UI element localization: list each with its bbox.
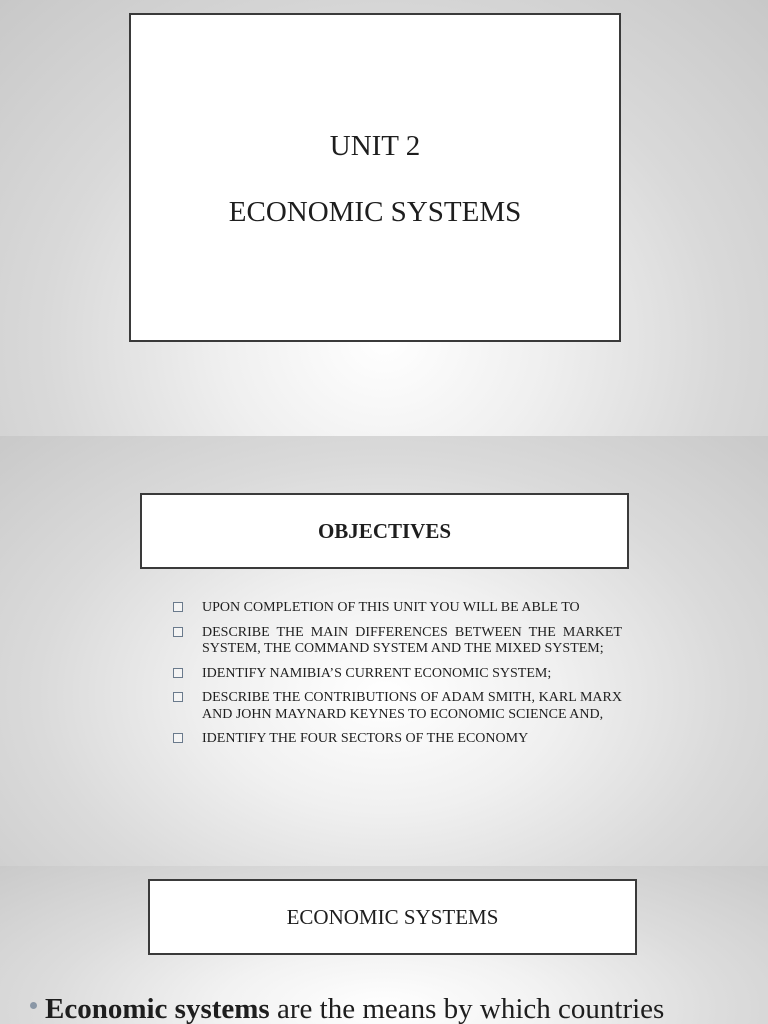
checkbox-bullet-icon [173, 692, 183, 702]
list-item [172, 625, 622, 658]
objectives-list [172, 600, 622, 756]
checkbox-bullet-icon [173, 733, 183, 743]
list-item [172, 731, 622, 748]
unit-subtitle: ECONOMIC SYSTEMS [228, 196, 522, 228]
checkbox-bullet-icon [173, 602, 183, 612]
objectives-slide [0, 436, 768, 866]
economic-systems-heading-box [148, 879, 637, 955]
objective-text: IDENTIFY NAMIBIA’S CURRENT ECONOMIC SYSTEM; [202, 665, 552, 681]
economic-systems-slide [0, 866, 768, 1024]
checkbox-bullet-icon [173, 627, 183, 637]
body-paragraph [30, 992, 768, 1024]
body-term: Economic systems [45, 993, 270, 1024]
objective-text: DESCRIBE THE MAIN DIFFERENCES BETWEEN THE MARKET SYSTEM, THE COMMAND SYSTEM AND THE MIXED SYSTEM; [202, 624, 622, 656]
title-slide [0, 0, 768, 436]
objective-text: IDENTIFY THE FOUR SECTORS OF THE ECONOMY [202, 731, 529, 746]
objectives-heading-box [140, 493, 629, 569]
checkbox-bullet-icon [173, 668, 183, 678]
list-item [172, 690, 622, 723]
list-item [172, 600, 622, 617]
body-text: are the means by which countries [269, 993, 665, 1024]
objective-text: DESCRIBE THE CONTRIBUTIONS OF ADAM SMITH, KARL MARX AND JOHN MAYNARD KEYNES TO ECONOMIC SCIENCE AND, [202, 690, 622, 722]
economic-systems-heading: ECONOMIC SYSTEMS [286, 905, 499, 929]
objective-text: UPON COMPLETION OF THIS UNIT YOU WILL BE ABLE TO [202, 600, 580, 615]
list-item [172, 666, 622, 683]
bullet-dot-icon [30, 1002, 37, 1009]
title-box [129, 13, 621, 342]
unit-label: UNIT 2 [329, 130, 421, 162]
objectives-heading: OBJECTIVES [317, 519, 452, 543]
